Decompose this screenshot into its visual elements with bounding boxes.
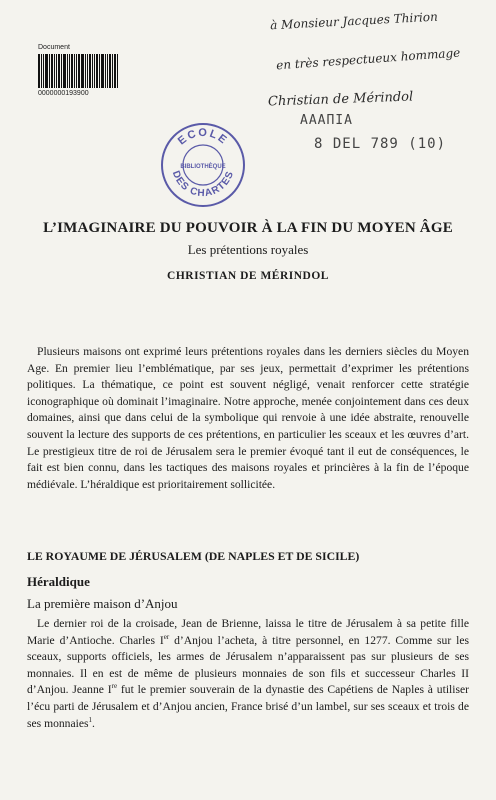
section-heading: LE ROYAUME DE JÉRUSALEM (DE NAPLES ET DE SICILE) xyxy=(27,549,360,563)
barcode-label xyxy=(38,44,124,98)
barcode-bar xyxy=(101,54,104,88)
barcode-bar xyxy=(107,54,108,88)
dedication-line-1: à Monsieur Jacques Thirion xyxy=(269,9,439,33)
barcode-bar xyxy=(43,54,44,88)
barcode-bar xyxy=(56,54,57,88)
abstract-paragraph: Plusieurs maisons ont exprimé leurs prétentions royales dans les derniers siècles du Moyen Age. En premier lieu l’emblématique, par ses jeux, permettait d’exprimer les prétentions politiques. La thématique, ce point est souvent négligé, venait renforcer cette stratégie iconographique où dominait l’imaginaire. Notre approche, menée conjointement dans ces deux domaines, ainsi que dans celui de la symbolique qui renvoie à une idée abstraite, renouvelle souvent la lecture des supports de ces prétentions, en particulier les sceaux et les œuvres d’art. Le prestigieux titre de roi de Jérusalem sera le premier évoqué tant il eut de conséquences, le fait est bien connu, dans les tactiques des maisons royales et princières à la fin de l’époque médiévale. L’héraldique est prioritairement sollicitée. xyxy=(27,345,469,491)
barcode-bar xyxy=(105,54,106,88)
barcode-bar xyxy=(76,54,77,88)
author-signature: Christian de Mérindol xyxy=(267,89,414,110)
barcode-bar xyxy=(54,54,55,88)
barcode-bar xyxy=(114,54,116,88)
barcode-bar xyxy=(58,54,60,88)
superscript-re: re xyxy=(111,682,118,691)
library-stamp xyxy=(160,122,246,208)
barcode-bar xyxy=(67,54,68,88)
barcode-bar xyxy=(69,54,70,88)
dedication-line-2: en très respectueux hommage xyxy=(275,45,461,73)
body-text-part-3: fut le premier souverain de la dynastie des Capétiens de Naples à utiliser l’écu parti de Jérusalem et d’Anjou ancien, France brisé d’un lambel, sur ses sceaux et trois de ses monnaies xyxy=(27,683,469,730)
barcode-bar xyxy=(78,54,80,88)
barcode-bar xyxy=(109,54,111,88)
barcode-bar xyxy=(87,54,88,88)
svg-text:DES CHARTES xyxy=(170,169,236,199)
barcode-bar xyxy=(71,54,73,88)
barcode-bar xyxy=(38,54,40,88)
barcode-bar xyxy=(96,54,98,88)
svg-text:ECOLE xyxy=(176,127,230,148)
shelfmark-line-1: AAAПIA xyxy=(300,113,353,128)
article-author: CHRISTIAN DE MÉRINDOL xyxy=(167,270,329,282)
barcode-bar xyxy=(117,54,118,88)
barcode-bar xyxy=(89,54,91,88)
body-text-end: . xyxy=(92,716,95,730)
barcode-bar xyxy=(63,54,66,88)
article-title: L’IMAGINAIRE DU POUVOIR À LA FIN DU MOYEN ÂGE xyxy=(43,220,453,236)
barcode-bar xyxy=(94,54,95,88)
barcode-bar xyxy=(51,54,53,88)
barcode-bar xyxy=(99,54,100,88)
stamp-bottom-text: DES CHARTES xyxy=(169,169,237,200)
barcode-bar xyxy=(112,54,113,88)
body-text-part-1: Le dernier roi de la croisade, Jean de Brienne, laissa le titre de Jérusalem à sa petite fille Marie d’Antioche. Charles I xyxy=(27,617,469,647)
barcode-bar xyxy=(45,54,48,88)
footnote-reference[interactable]: 1 xyxy=(88,715,93,724)
article-subtitle: Les prétentions royales xyxy=(187,242,309,257)
barcode-bar xyxy=(41,54,42,88)
stamp-top-text: ECOLE xyxy=(175,126,231,148)
body-text-part-2: d’Anjou l’acheta, à titre personnel, en 1277. Comme sur les sceaux, supports officiels, les armes de Jérusalem n’apparaissent pas sur plusieurs de ses monnaies. Il en est de même de plusieurs monnaies de son fils et successeur Charles II d’Anjou. Jeanne I xyxy=(27,633,469,697)
barcode-bar xyxy=(92,54,93,88)
subsubsection-heading: La première maison d’Anjou xyxy=(27,596,178,611)
subsection-heading: Héraldique xyxy=(27,574,90,589)
barcode-bar xyxy=(61,54,62,88)
shelfmark-line-2: 8 DEL 789 (10) xyxy=(314,136,447,152)
barcode-bar xyxy=(81,54,84,88)
superscript-er: er xyxy=(163,632,170,641)
stamp-center-text: BIBLIOTHÈQUE xyxy=(180,164,226,170)
body-paragraph xyxy=(27,616,469,732)
barcode-title: Document xyxy=(38,44,70,51)
barcode-bar xyxy=(85,54,86,88)
barcode-bar xyxy=(74,54,75,88)
barcode-bar xyxy=(49,54,50,88)
barcode-number: 0000000193900 xyxy=(38,90,89,97)
barcode-bars xyxy=(38,54,124,88)
